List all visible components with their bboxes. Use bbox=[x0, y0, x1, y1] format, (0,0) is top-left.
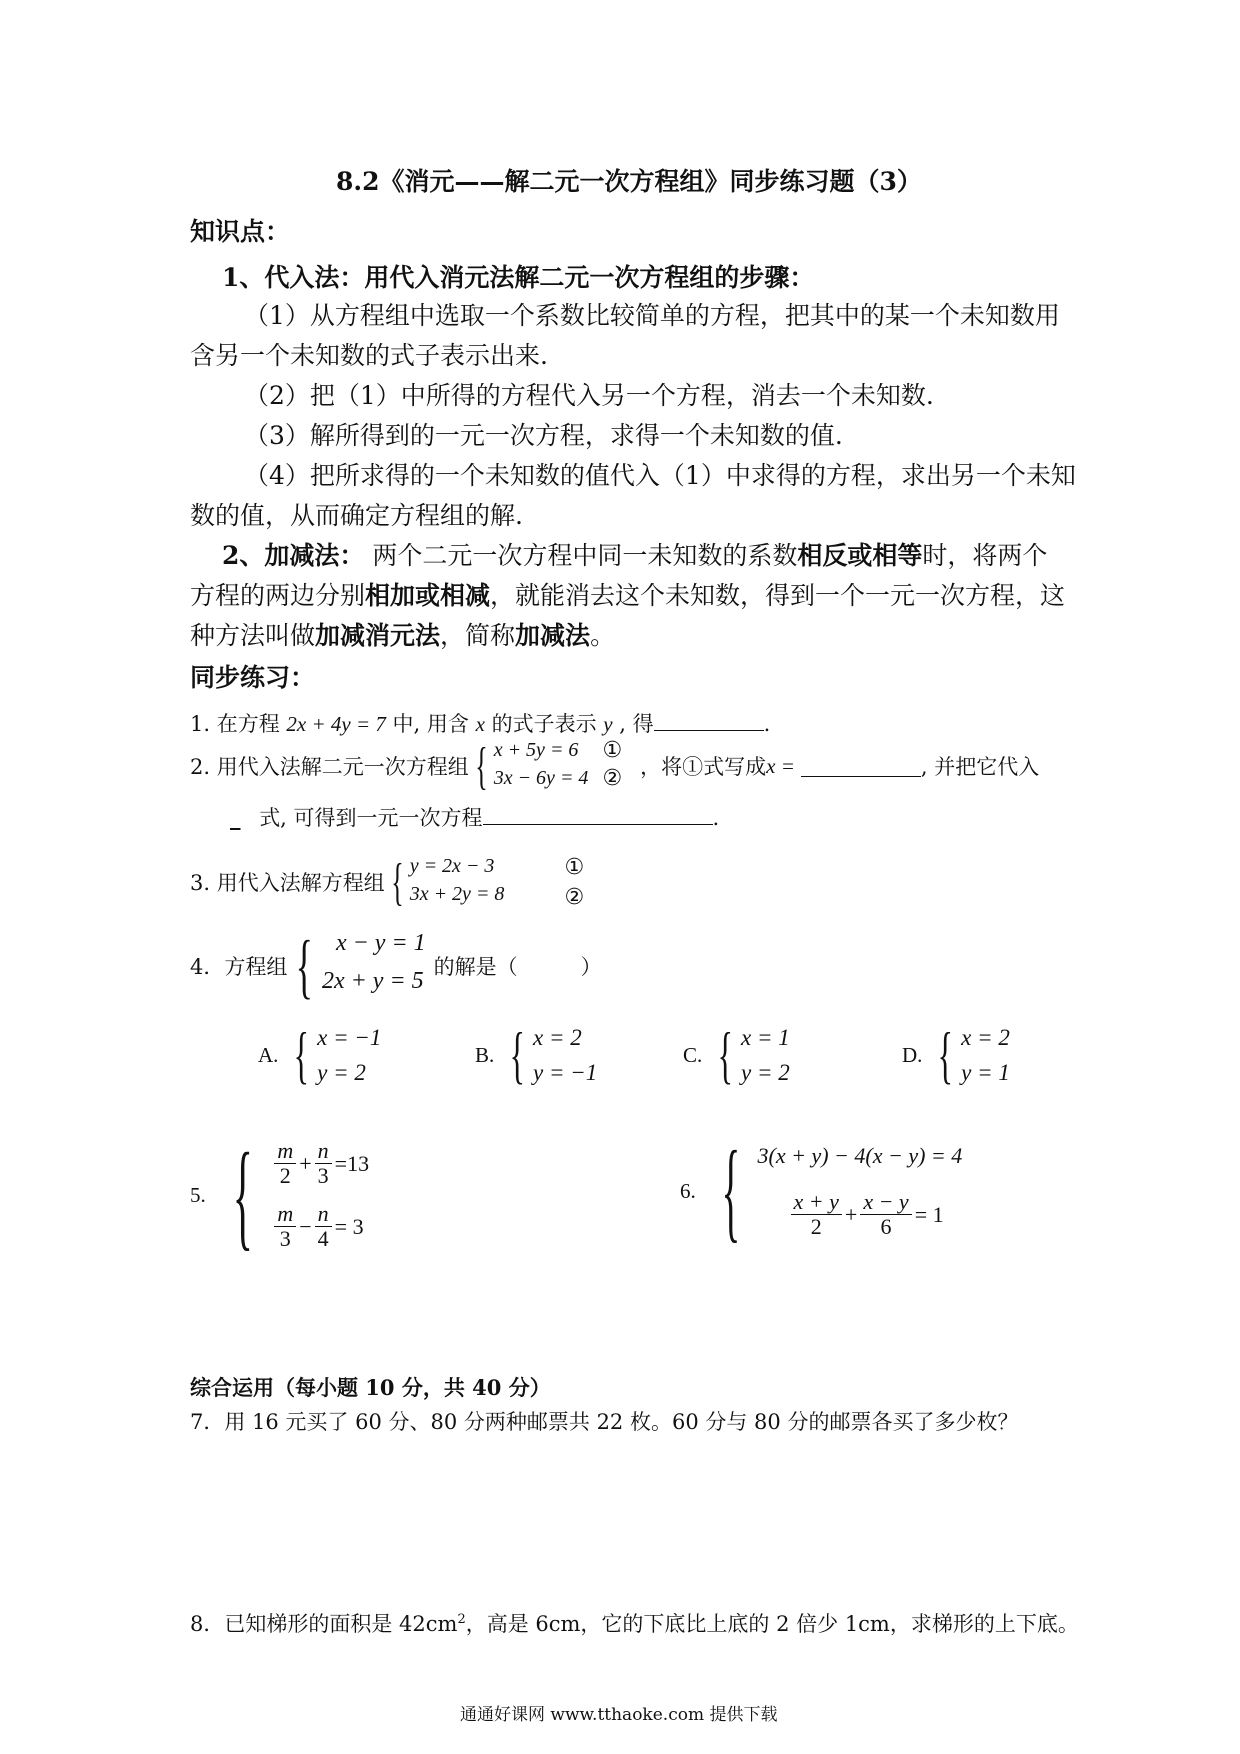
q4-option-b[interactable] bbox=[475, 1020, 597, 1090]
method2-line2-a: 方程的两边分别 bbox=[190, 581, 366, 610]
q1-suffix: , 得 bbox=[612, 712, 654, 736]
q1-mid2: 的式子表示 bbox=[484, 712, 604, 736]
q2-answer-blank-2[interactable] bbox=[483, 803, 713, 825]
q4-eq1: x − y = 1 bbox=[335, 930, 426, 956]
q3-eq2: 3x + 2y = 8 bbox=[409, 882, 505, 905]
option-c-eq2: y = 2 bbox=[740, 1059, 790, 1085]
q4-prefix: 4．方程组 bbox=[190, 955, 288, 979]
q3-system bbox=[385, 852, 584, 912]
q5-result-1: =13 bbox=[334, 1150, 370, 1176]
q4-option-a[interactable] bbox=[258, 1020, 381, 1090]
q3-prefix: 3. 用代入法解方程组 bbox=[190, 871, 385, 895]
option-a-equations bbox=[317, 1020, 381, 1090]
q2-answer-blank-1[interactable] bbox=[801, 755, 921, 777]
q2-line2-end: . bbox=[712, 806, 720, 830]
q4-eq2: 2x + y = 5 bbox=[321, 968, 424, 994]
q3-markers bbox=[564, 852, 584, 912]
method1-step1-line1: （1）从方程组中选取一个系数比较简单的方程，把其中的某一个未知数用 bbox=[244, 301, 1060, 330]
q5-eq1 bbox=[271, 1139, 369, 1188]
q3-equations bbox=[410, 852, 505, 908]
q5-frac-1 bbox=[274, 1139, 296, 1188]
q3-eq1: y = 2x − 3 bbox=[409, 854, 495, 877]
q8-text-b: ，高是 6cm，它的下底比上底的 2 倍少 1cm，求梯形的上下底。 bbox=[465, 1612, 1079, 1636]
q6-frac-2 bbox=[860, 1190, 911, 1239]
option-c-eq1: x = 1 bbox=[740, 1024, 790, 1050]
practice-heading: 同步练习： bbox=[190, 663, 316, 692]
method1-step2: （2）把（1）中所得的方程代入另一个方程，消去一个未知数. bbox=[244, 381, 934, 410]
q2-equations bbox=[494, 737, 589, 793]
q2-eq1: x + 5y = 6 bbox=[493, 739, 579, 761]
q8-superscript: 2 bbox=[457, 1612, 466, 1627]
question-2 bbox=[190, 736, 1039, 796]
q5-eq2 bbox=[271, 1202, 369, 1251]
method1-title: 1、代入法：用代入消元法解二元一次方程组的步骤： bbox=[222, 263, 815, 292]
q4-system bbox=[287, 925, 425, 1008]
option-d-eq1: x = 2 bbox=[961, 1024, 1010, 1050]
q5-equations bbox=[271, 1132, 369, 1258]
q5-frac-3 bbox=[274, 1202, 296, 1251]
question-8 bbox=[190, 1608, 1079, 1638]
q1-answer-blank[interactable] bbox=[654, 709, 764, 731]
method2-line3-a: 种方法叫做 bbox=[190, 621, 316, 650]
q5-op-2: − bbox=[299, 1213, 312, 1239]
question-1 bbox=[190, 708, 770, 738]
q6-frac-1 bbox=[791, 1190, 842, 1239]
method1-step4-line2: 数的值，从而确定方程组的解. bbox=[190, 501, 523, 530]
q6-frac-1-den: 2 bbox=[810, 1214, 822, 1240]
q5-frac-4 bbox=[315, 1202, 332, 1251]
q4-brace: { bbox=[296, 925, 314, 1006]
method2-bold-a: 相反或相等 bbox=[797, 541, 923, 570]
q5-label: 5. bbox=[190, 1182, 206, 1207]
method2-line3 bbox=[190, 616, 615, 652]
option-b-equations bbox=[533, 1020, 597, 1090]
question-2-line2 bbox=[230, 802, 719, 832]
page-footer: 通通好课网 www.tthaoke.com 提供下载 bbox=[460, 1705, 778, 1725]
q6-frac-2-den: 6 bbox=[880, 1214, 892, 1240]
q6-equations bbox=[758, 1132, 963, 1250]
option-d-brace: { bbox=[938, 1019, 954, 1090]
method2-bold-d: 加减法 bbox=[515, 621, 591, 650]
apply-heading: 综合运用（每小题 10 分，共 40 分） bbox=[190, 1375, 551, 1400]
option-a-eq1: x = −1 bbox=[317, 1024, 382, 1050]
option-d-equations bbox=[961, 1020, 1010, 1090]
method2-bold-c: 加减消元法 bbox=[315, 621, 441, 650]
q6-frac-2-num: x − y bbox=[860, 1190, 911, 1215]
q6-label: 6. bbox=[680, 1178, 696, 1203]
q3-marker-2: ② bbox=[564, 884, 585, 910]
q2-eq2: 3x − 6y = 4 bbox=[493, 767, 589, 789]
q5-op-1: + bbox=[299, 1150, 312, 1176]
q6-frac-1-num: x + y bbox=[791, 1190, 842, 1215]
q2-line2-mark: _ bbox=[230, 805, 241, 830]
method2-line1 bbox=[222, 536, 1047, 572]
q4-option-c[interactable] bbox=[683, 1020, 790, 1090]
option-b-eq2: y = −1 bbox=[532, 1059, 598, 1085]
method2-line3-b: ，简称 bbox=[440, 621, 516, 650]
question-6 bbox=[680, 1128, 963, 1253]
method1-step3: （3）解所得到的一元一次方程，求得一个未知数的值. bbox=[244, 421, 843, 450]
q4-option-d[interactable] bbox=[902, 1020, 1010, 1090]
q4-equations bbox=[322, 925, 426, 1001]
q2-line2-text: 式, 可得到一元一次方程 bbox=[259, 806, 483, 830]
option-a-eq2: y = 2 bbox=[317, 1059, 366, 1085]
knowledge-heading: 知识点： bbox=[190, 217, 291, 246]
q5-frac-3-den: 3 bbox=[279, 1226, 291, 1251]
option-b-brace: { bbox=[509, 1019, 526, 1090]
page-title: 8.2《消元——解二元一次方程组》同步练习题（3） bbox=[336, 167, 922, 196]
option-a-brace: { bbox=[294, 1019, 310, 1090]
q1-var-y: y bbox=[603, 712, 613, 736]
q1-equation: 2x + 4y = 7 bbox=[286, 712, 386, 736]
q5-frac-2-den: 3 bbox=[317, 1163, 329, 1188]
q2-marker-2: ② bbox=[602, 766, 623, 791]
q2-text1: ，将①式写成 bbox=[640, 755, 767, 779]
q1-mid: 中, 用含 bbox=[385, 712, 476, 736]
method2-bold-b: 相加或相减 bbox=[365, 581, 491, 610]
q3-marker-1: ① bbox=[564, 854, 585, 880]
option-d-label: D. bbox=[902, 1042, 923, 1067]
q5-frac-2 bbox=[315, 1139, 332, 1188]
method2-lead: 2、加减法： bbox=[222, 541, 365, 570]
question-5 bbox=[190, 1128, 370, 1261]
q6-result: = 1 bbox=[914, 1201, 944, 1227]
q2-system bbox=[469, 737, 622, 796]
q5-frac-4-num: n bbox=[315, 1202, 332, 1227]
question-4 bbox=[190, 925, 602, 1006]
q5-brace: { bbox=[232, 1128, 253, 1261]
q8-text-a: 8．已知梯形的面积是 42cm bbox=[190, 1612, 458, 1636]
q6-eq2 bbox=[788, 1190, 963, 1239]
q2-text2: , 并把它代入 bbox=[920, 755, 1040, 779]
q5-frac-4-den: 4 bbox=[317, 1226, 329, 1251]
option-c-equations bbox=[741, 1020, 790, 1090]
option-b-label: B. bbox=[475, 1042, 495, 1067]
option-a-label: A. bbox=[258, 1042, 279, 1067]
option-c-label: C. bbox=[683, 1042, 703, 1067]
method2-line2 bbox=[190, 576, 1065, 612]
q6-brace: { bbox=[721, 1128, 741, 1253]
q6-eq1: 3(x + y) − 4(x − y) = 4 bbox=[757, 1142, 963, 1168]
q2-x-eq: x = bbox=[766, 753, 795, 778]
q6-op: + bbox=[844, 1201, 858, 1227]
method2-text-b: 时，将两个 bbox=[922, 541, 1048, 570]
q3-brace: { bbox=[390, 853, 404, 911]
method2-text-a: 两个二元一次方程中同一未知数的系数 bbox=[372, 541, 798, 570]
q2-marker-1: ① bbox=[602, 738, 623, 763]
method2-line3-c: 。 bbox=[590, 621, 616, 650]
q5-result-2: = 3 bbox=[334, 1213, 364, 1239]
q2-markers bbox=[602, 737, 622, 793]
option-c-brace: { bbox=[717, 1019, 734, 1090]
q2-brace: { bbox=[474, 737, 488, 795]
q1-prefix: 1. 在方程 bbox=[190, 712, 287, 736]
q2-prefix: 2. 用代入法解二元一次方程组 bbox=[190, 755, 469, 779]
method1-step1-line2: 含另一个未知数的式子表示出来. bbox=[190, 341, 548, 370]
question-3 bbox=[190, 852, 584, 912]
option-b-eq1: x = 2 bbox=[532, 1024, 582, 1050]
method2-line2-b: ，就能消去这个未知数，得到一个一元一次方程，这 bbox=[490, 581, 1066, 610]
q5-frac-1-den: 2 bbox=[279, 1163, 291, 1188]
q5-frac-2-num: n bbox=[315, 1139, 332, 1164]
q1-var-x: x bbox=[475, 712, 485, 736]
question-7: 7．用 16 元买了 60 分、80 分两种邮票共 22 枚。60 分与 80 分的邮票各买了多少枚？ bbox=[190, 1410, 1019, 1434]
q5-frac-3-num: m bbox=[274, 1202, 296, 1227]
q4-suffix: 的解是（ ） bbox=[433, 955, 602, 979]
q5-frac-1-num: m bbox=[274, 1139, 296, 1164]
q1-end: . bbox=[763, 712, 771, 736]
method1-step4-line1: （4）把所求得的一个未知数的值代入（1）中求得的方程，求出另一个未知 bbox=[244, 461, 1076, 490]
option-d-eq2: y = 1 bbox=[961, 1059, 1010, 1085]
